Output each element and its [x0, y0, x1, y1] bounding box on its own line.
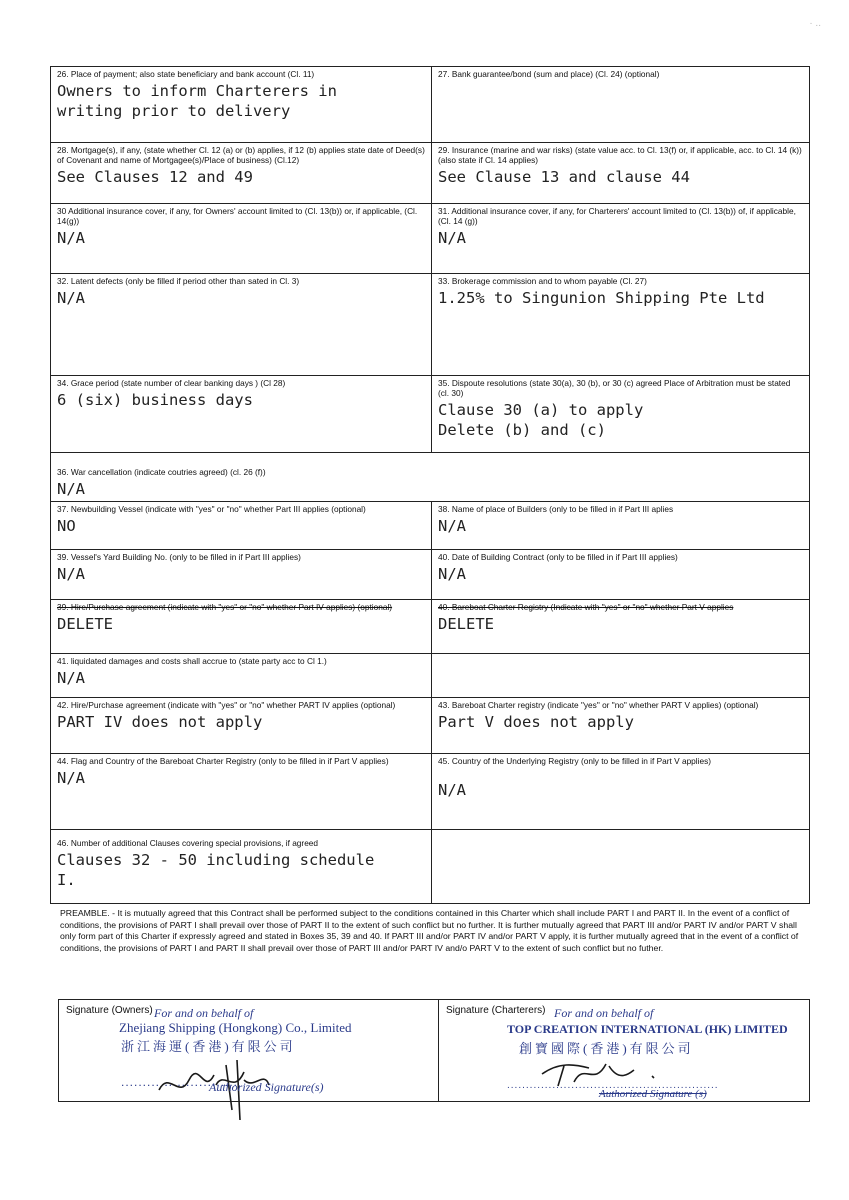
- box-39: [51, 550, 432, 599]
- box-39b-value[interactable]: DELETE: [57, 615, 113, 633]
- box-42-label: 42. Hire/Purchase agreement (indicate with "yes" or "no" whether PART IV applies (optional): [57, 700, 396, 710]
- box-36-label: 36. War cancellation (indicate coutries agreed) (cl. 26 (f)): [57, 467, 266, 477]
- box-40b: [432, 600, 809, 653]
- box-32-label: 32. Latent defects (only be filled if period other than sated in Cl. 3): [57, 276, 300, 286]
- box-36-value[interactable]: N/A: [57, 480, 85, 498]
- box-41-blank: [432, 654, 809, 697]
- row-36: [51, 453, 809, 502]
- row-39b-40b: [51, 600, 809, 654]
- box-43-value[interactable]: Part V does not apply: [438, 713, 634, 731]
- box-26-value[interactable]: Owners to inform Charterers in writing prior to delivery: [57, 82, 337, 120]
- charterers-stamp-chinese: 創寶國際(香港)有限公司: [519, 1041, 694, 1056]
- box-27: [432, 67, 809, 142]
- box-35-value[interactable]: Clause 30 (a) to apply Delete (b) and (c): [438, 401, 644, 439]
- box-38-value[interactable]: N/A: [438, 517, 466, 535]
- box-37-label: 37. Newbuilding Vessel (indicate with "yes" or "no" whether Part III applies (optional): [57, 504, 366, 514]
- preamble-text: PREAMBLE. - It is mutually agreed that this Contract shall be performed subject to the conditions contained in this Charter which shall include PART I and PART II. In the event of a conflict of conditions, the provisions of PART I shall prevail over those of PART II to the extent of such conflict but no further. It is further mutually agreed that PART III and/or PART IV and/or PART V shall only form part of this Charter if expressly agreed and stated in Boxes 35, 39 and 40. If PART III and/or PART IV and/or PART V apply, it is further mutually agreed that in the event of a conflict of conditions, the provisions of PART I and PART II shall prevail over those of PART III and/or PART IV and/o PART V to the extent of such conflict but no futher.: [60, 908, 799, 953]
- box-39-value[interactable]: N/A: [57, 565, 85, 583]
- owners-stamp-for-behalf: For and on behalf of: [154, 1006, 254, 1020]
- box-31-value[interactable]: N/A: [438, 229, 466, 247]
- row-46: [51, 830, 809, 903]
- box-26-label: 26. Place of payment; also state beneficiary and bank account (Cl. 11): [57, 69, 315, 79]
- charterers-stamp-for-behalf: For and on behalf of: [554, 1006, 654, 1020]
- charterers-signature-label: Signature (Charterers): [446, 1005, 546, 1016]
- owners-signature-line: ......... .................: [121, 1075, 239, 1089]
- row-41: [51, 654, 809, 698]
- box-38: [432, 502, 809, 549]
- box-35-label: 35. Dispoute resolutions (state 30(a), 30 (b), or 30 (c) agreed Place of Arbitration must be stated (cl. 30): [438, 378, 791, 398]
- box-46-value[interactable]: Clauses 32 - 50 including schedule I.: [57, 851, 375, 889]
- box-32-value[interactable]: N/A: [57, 289, 85, 307]
- box-45: [432, 754, 809, 829]
- row-44-45: [51, 754, 809, 830]
- box-40-label: 40. Date of Building Contract (only to be filled in if Part III applies): [438, 552, 678, 562]
- box-27-label: 27. Bank guarantee/bond (sum and place) (Cl. 24) (optional): [438, 69, 660, 79]
- box-30-value[interactable]: N/A: [57, 229, 85, 247]
- row-26-27: [51, 67, 809, 143]
- box-33: [432, 274, 809, 375]
- charterers-stamp-company: TOP CREATION INTERNATIONAL (HK) LIMITED: [507, 1022, 788, 1036]
- box-46: [51, 830, 432, 903]
- row-34-35: [51, 376, 809, 453]
- owners-stamp-company: Zhejiang Shipping (Hongkong) Co., Limited: [119, 1020, 352, 1035]
- box-40-value[interactable]: N/A: [438, 565, 466, 583]
- box-46-blank: [432, 830, 809, 903]
- row-37-38: [51, 502, 809, 550]
- box-34-value[interactable]: 6 (six) business days: [57, 391, 253, 409]
- box-41: [51, 654, 432, 697]
- box-30-label: 30 Additional insurance cover, if any, for Owners' account limited to (Cl. 13(b)) or, if applicable, (Cl. 14(g)): [57, 206, 418, 226]
- box-34-label: 34. Grace period (state number of clear banking days ) (Cl 28): [57, 378, 286, 388]
- box-33-value[interactable]: 1.25% to Singunion Shipping Pte Ltd: [438, 289, 765, 307]
- row-32-33: [51, 274, 809, 376]
- box-28-label: 28. Mortgage(s), if any, (state whether Cl. 12 (a) or (b) applies, if 12 (b) applies state date of Deed(s) of Covenant and name of Mortgagee(s)/Place of business) (Cl.12): [57, 145, 425, 165]
- charter-boxes-grid: [50, 66, 810, 904]
- owners-signature-box: [58, 999, 439, 1102]
- box-43: [432, 698, 809, 753]
- owners-signature-label: Signature (Owners): [66, 1005, 153, 1016]
- owners-stamp-chinese: 浙江海運(香港)有限公司: [121, 1039, 296, 1054]
- box-41-value[interactable]: N/A: [57, 669, 85, 687]
- box-45-label: 45. Country of the Underlying Registry (only to be filled in if Part V applies): [438, 756, 712, 766]
- box-43-label: 43. Bareboat Charter registry (indicate "yes" or "no" whether PART V applies) (optional): [438, 700, 759, 710]
- row-42-43: [51, 698, 809, 754]
- box-29-value[interactable]: See Clause 13 and clause 44: [438, 168, 690, 186]
- box-37: [51, 502, 432, 549]
- box-28: [51, 143, 432, 203]
- box-39-label: 39. Vessel's Yard Building No. (only to be filled in if Part III applies): [57, 552, 301, 562]
- box-41-label: 41. liquidated damages and costs shall accrue to (state party acc to Cl 1.): [57, 656, 327, 666]
- box-28-value[interactable]: See Clauses 12 and 49: [57, 168, 253, 186]
- box-39b: [51, 600, 432, 653]
- charterers-signature-line: ........................................................: [507, 1080, 719, 1091]
- box-38-label: 38. Name of place of Builders (only to be filled in if Part III aplies: [438, 504, 674, 514]
- box-44-label: 44. Flag and Country of the Bareboat Charter Registry (only to be filled in if Part V applies): [57, 756, 389, 766]
- box-40b-label: 40. Bareboat Charter Registry (Indicate with "yes" or "no" whether Part V applies: [438, 602, 734, 612]
- box-40: [432, 550, 809, 599]
- box-37-value[interactable]: NO: [57, 517, 76, 535]
- box-46-label: 46. Number of additional Clauses covering special provisions, if agreed: [57, 838, 319, 848]
- box-35: [432, 376, 809, 452]
- box-29: [432, 143, 809, 203]
- box-33-label: 33. Brokerage commission and to whom payable (Cl. 27): [438, 276, 647, 286]
- charterers-signature-box: [439, 999, 810, 1102]
- box-26: [51, 67, 432, 142]
- box-44: [51, 754, 432, 829]
- box-42: [51, 698, 432, 753]
- box-32: [51, 274, 432, 375]
- box-45-value[interactable]: N/A: [438, 781, 466, 799]
- box-36: [51, 453, 809, 501]
- row-30-31: [51, 204, 809, 274]
- box-31: [432, 204, 809, 273]
- corner-mark: · ..: [809, 18, 821, 29]
- box-31-label: 31. Additional insurance cover, if any, for Charterers' account limited to (Cl. 13(b)) of, if applicable, (Cl. 14 (g)): [438, 206, 796, 226]
- box-40b-value[interactable]: DELETE: [438, 615, 494, 633]
- box-39b-label: 39. Hire/Purchase agreement (indicate with "yes" or "no" whether Part IV applies) (optional): [57, 602, 393, 612]
- box-44-value[interactable]: N/A: [57, 769, 85, 787]
- charterers-stamp-authorized: Authorized Signature (s): [599, 1088, 707, 1100]
- row-39-40: [51, 550, 809, 600]
- row-28-29: [51, 143, 809, 204]
- box-29-label: 29. Insurance (marine and war risks) (state value acc. to Cl. 13(f) or, if applicable, acc. to Cl. 14 (k)) (also state if Cl. 14 applies): [438, 145, 802, 165]
- owners-stamp-authorized: Authorized Signature(s): [209, 1080, 324, 1094]
- box-34: [51, 376, 432, 452]
- box-42-value[interactable]: PART IV does not apply: [57, 713, 263, 731]
- box-30: [51, 204, 432, 273]
